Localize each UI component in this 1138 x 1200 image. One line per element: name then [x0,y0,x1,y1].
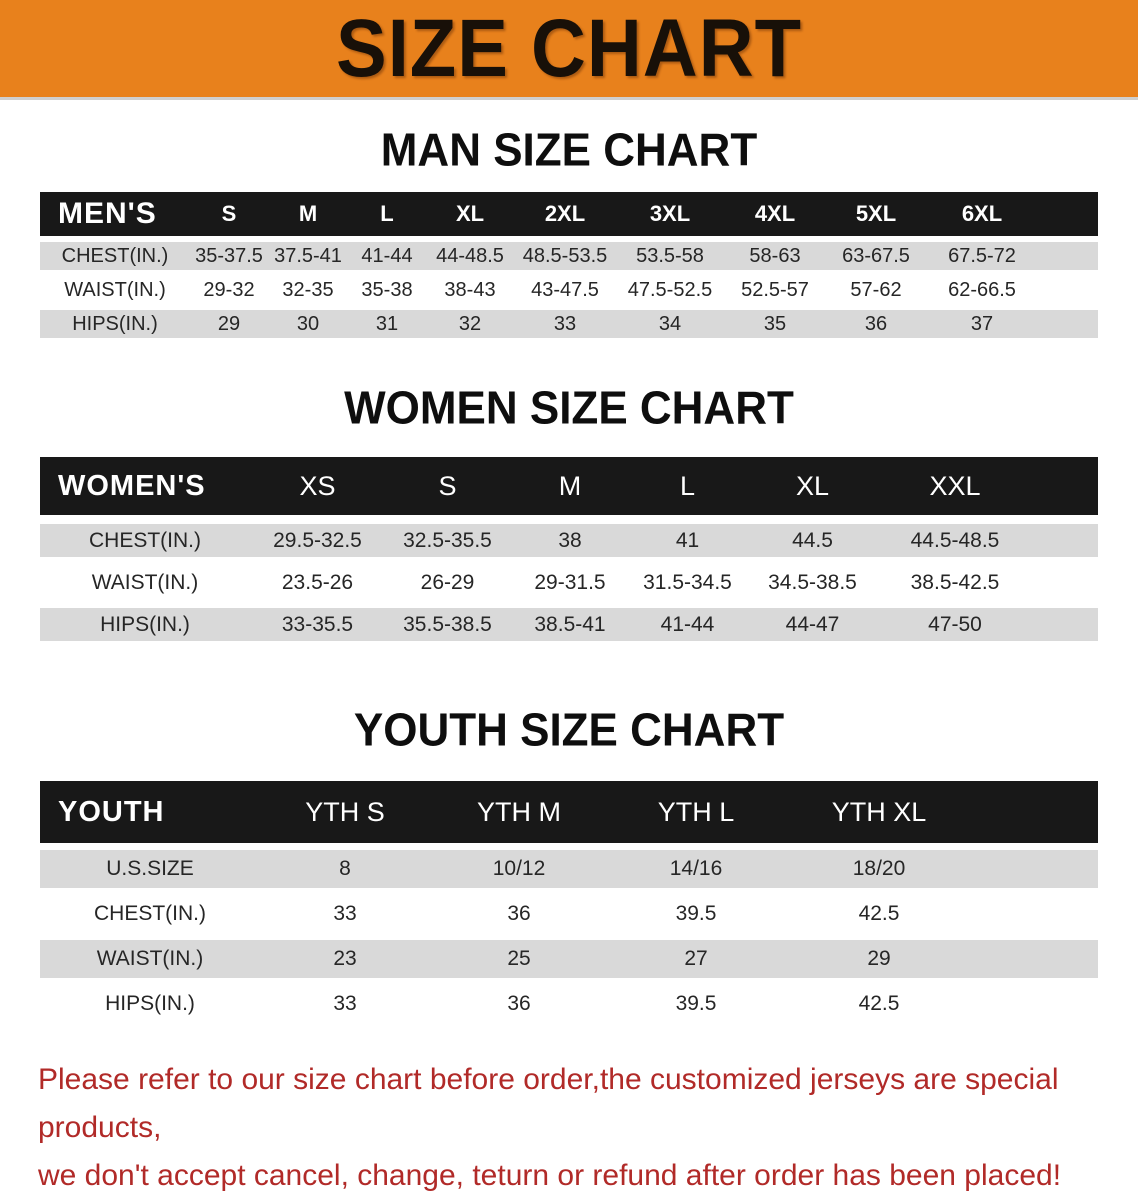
value-cell: 33 [333,992,357,1015]
youth-size-header: YTH M [477,796,561,827]
value-cell: 63-67.5 [842,244,910,267]
spacer-cell [1030,524,1098,557]
row-label: WAIST(IN.) [64,278,166,301]
women-size-header: XXL [929,470,981,501]
value-cell: 41-44 [660,612,715,636]
value-cell: 29-32 [203,278,255,301]
spacer-cell [1038,310,1098,338]
value-cell: 14/16 [669,857,723,880]
value-cell: 37.5-41 [274,244,342,267]
value-cell: 23 [333,947,357,970]
value-cell: 23.5-26 [281,570,354,594]
men-size-header: 4XL [754,201,796,226]
men-corner-label: MEN'S [58,197,157,230]
value-cell: 29 [867,947,891,970]
men-hips-row [40,310,1098,338]
value-cell: 35 [763,312,787,335]
value-cell: 44-47 [785,612,840,636]
value-cell: 44-48.5 [436,244,504,267]
value-cell: 25 [507,947,531,970]
value-cell: 32-35 [282,278,334,301]
value-cell: 34.5-38.5 [768,570,857,594]
value-cell: 53.5-58 [636,244,704,267]
youth-chest-row [40,895,1098,933]
value-cell: 18/20 [852,857,906,880]
women-hips-row [40,608,1098,641]
youth-size-table [40,774,1098,1030]
spacer-cell [1038,242,1098,270]
women-size-header: L [679,470,696,501]
banner-title: SIZE CHART [336,2,802,95]
men-size-header: 5XL [855,201,897,226]
youth-section-heading: YOUTH SIZE CHART [353,704,785,757]
youth-size-header: YTH S [305,796,385,827]
value-cell: 32.5-35.5 [403,528,492,552]
value-cell: 35-37.5 [195,244,263,267]
spacer-cell [1030,608,1098,641]
value-cell: 58-63 [749,244,801,267]
spacer-cell [1038,276,1098,304]
value-cell: 8 [339,857,351,880]
value-cell: 38.5-41 [534,612,606,636]
value-cell: 67.5-72 [948,244,1016,267]
value-cell: 33 [553,312,577,335]
women-corner-label: WOMEN'S [58,469,206,502]
value-cell: 38-43 [444,278,496,301]
men-header-row [40,192,1098,236]
value-cell: 44.5-48.5 [910,528,1000,552]
women-size-header: M [558,470,582,501]
spacer-cell [974,895,1098,933]
row-label: CHEST(IN.) [61,244,169,267]
value-cell: 31.5-34.5 [643,570,732,594]
row-label: WAIST(IN.) [96,947,204,970]
spacer-cell [1030,566,1098,599]
value-cell: 47-50 [928,612,982,636]
men-waist-row [40,276,1098,304]
value-cell: 29.5-32.5 [273,528,362,552]
value-cell: 52.5-57 [741,278,809,301]
row-label: CHEST(IN.) [89,528,201,552]
spacer-cell [974,985,1098,1023]
men-section-heading: MAN SIZE CHART [380,124,758,177]
row-label: HIPS(IN.) [72,312,158,335]
value-cell: 41-44 [361,244,413,267]
men-size-header: M [298,201,318,226]
men-size-table [40,186,1098,344]
value-cell: 29 [217,312,241,335]
value-cell: 48.5-53.5 [522,244,608,267]
women-size-header: S [438,470,457,501]
youth-hips-row [40,985,1098,1023]
spacer-cell [1030,457,1098,515]
men-size-header: 3XL [649,201,691,226]
value-cell: 36 [507,992,531,1015]
women-waist-row [40,566,1098,599]
value-cell: 42.5 [858,902,900,925]
value-cell: 33 [333,902,357,925]
value-cell: 29-31.5 [534,570,606,594]
spacer-cell [974,781,1098,843]
value-cell: 43-47.5 [531,278,599,301]
value-cell: 36 [864,312,888,335]
value-cell: 62-66.5 [948,278,1016,301]
value-cell: 26-29 [420,570,475,594]
value-cell: 38.5-42.5 [910,570,1000,594]
women-size-header: XL [795,470,830,501]
women-section-heading: WOMEN SIZE CHART [344,382,794,435]
value-cell: 39.5 [675,902,717,925]
value-cell: 57-62 [850,278,902,301]
value-cell: 35.5-38.5 [403,612,492,636]
men-size-header: XL [455,201,485,226]
men-size-header: 2XL [544,201,586,226]
disclaimer-line-2: we don't accept cancel, change, teturn or refund after order has been placed! [38,1159,1062,1192]
size-chart-banner [0,0,1138,100]
value-cell: 34 [658,312,682,335]
youth-corner-label: YOUTH [58,795,165,828]
value-cell: 44.5 [792,528,833,552]
row-label: CHEST(IN.) [94,902,206,925]
value-cell: 30 [296,312,320,335]
disclaimer-text [38,1056,1118,1200]
value-cell: 42.5 [858,992,900,1015]
youth-ussize-row [40,850,1098,888]
spacer-cell [974,940,1098,978]
value-cell: 35-38 [361,278,413,301]
value-cell: 39.5 [675,992,717,1015]
spacer-cell [1038,192,1098,236]
value-cell: 47.5-52.5 [627,278,713,301]
value-cell: 33-35.5 [281,612,354,636]
value-cell: 41 [675,528,700,552]
women-size-header: XS [299,470,336,501]
youth-size-header: YTH L [657,796,735,827]
disclaimer-line-1: Please refer to our size chart before order,the customized jerseys are special products, [38,1063,1059,1144]
men-size-header: S [221,201,237,226]
value-cell: 27 [684,947,708,970]
spacer-cell [974,850,1098,888]
women-size-table [40,448,1098,650]
youth-size-header: YTH XL [831,796,927,827]
row-label: HIPS(IN.) [100,612,190,636]
youth-waist-row [40,940,1098,978]
men-size-header: 6XL [961,201,1003,226]
value-cell: 36 [507,902,531,925]
men-chest-row [40,242,1098,270]
youth-header-row [40,781,1098,843]
value-cell: 37 [970,312,994,335]
women-chest-row [40,524,1098,557]
women-header-row [40,457,1098,515]
value-cell: 31 [375,312,399,335]
value-cell: 32 [458,312,482,335]
men-size-header: L [380,201,394,226]
value-cell: 38 [558,528,582,552]
row-label: WAIST(IN.) [91,570,199,594]
row-label: U.S.SIZE [106,857,194,880]
value-cell: 10/12 [492,857,546,880]
row-label: HIPS(IN.) [105,992,195,1015]
